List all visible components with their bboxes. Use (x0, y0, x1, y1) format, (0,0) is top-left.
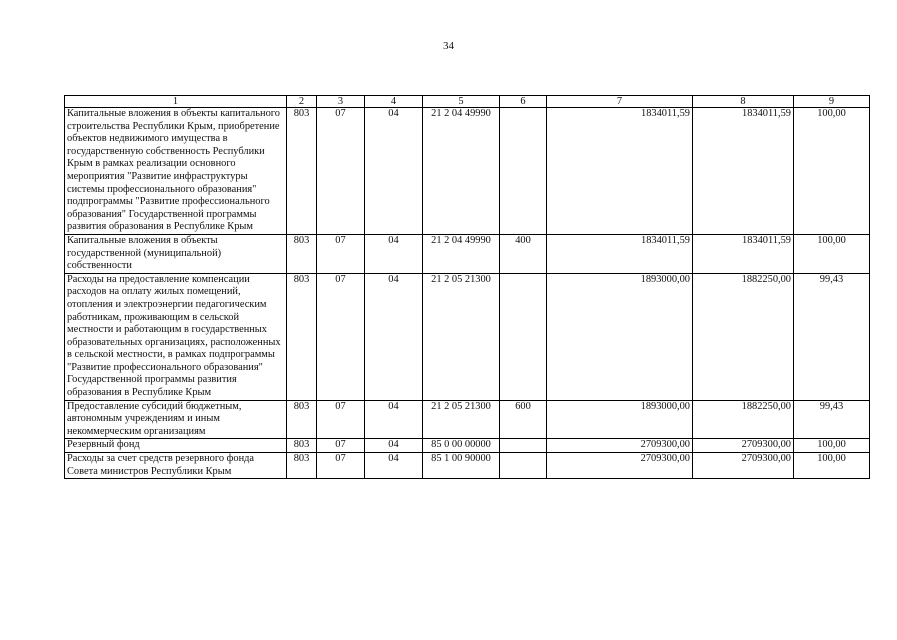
executed-amount-cell: 1882250,00 (693, 273, 794, 400)
expense-type-cell (500, 439, 547, 453)
header-cell: 1 (65, 96, 287, 108)
ministry-code-cell: 803 (287, 400, 317, 439)
ministry-code-cell: 803 (287, 273, 317, 400)
header-row (65, 96, 870, 108)
percent-cell: 100,00 (794, 453, 870, 479)
ministry-code-cell: 803 (287, 108, 317, 235)
subsection-code-cell: 04 (365, 108, 423, 235)
expense-type-cell (500, 273, 547, 400)
row-name-cell: Капитальные вложения в объекты капитального строительства Республики Крым, приобретение объектов недвижимого имущества в государственную собственность Республики Крым в рамках реализации основного мероприятия "Развитие инфраструктуры системы профессионального образования" подпрограммы "Развитие профессионального образования" Государственной программы развития образования в Республике Крым (65, 108, 287, 235)
expense-type-cell (500, 453, 547, 479)
budget-table (64, 95, 870, 479)
ministry-code-cell: 803 (287, 439, 317, 453)
header-cell: 9 (794, 96, 870, 108)
table-row (65, 234, 870, 273)
page-number: 34 (443, 40, 454, 52)
row-name-cell: Предоставление субсидий бюджетным, автономным учреждениям и иным некоммерческим организациям (65, 400, 287, 439)
planned-amount-cell: 1893000,00 (547, 400, 693, 439)
header-cell: 3 (317, 96, 365, 108)
section-code-cell: 07 (317, 453, 365, 479)
percent-cell: 100,00 (794, 439, 870, 453)
header-cell: 6 (500, 96, 547, 108)
row-name-cell: Резервный фонд (65, 439, 287, 453)
expense-type-cell: 400 (500, 234, 547, 273)
percent-cell: 99,43 (794, 400, 870, 439)
executed-amount-cell: 2709300,00 (693, 439, 794, 453)
table-row (65, 439, 870, 453)
target-article-cell: 21 2 05 21300 (423, 400, 500, 439)
percent-cell: 100,00 (794, 108, 870, 235)
planned-amount-cell: 2709300,00 (547, 453, 693, 479)
section-code-cell: 07 (317, 439, 365, 453)
ministry-code-cell: 803 (287, 234, 317, 273)
header-cell: 8 (693, 96, 794, 108)
planned-amount-cell: 2709300,00 (547, 439, 693, 453)
target-article-cell: 21 2 05 21300 (423, 273, 500, 400)
row-name-cell: Капитальные вложения в объекты государственной (муниципальной) собственности (65, 234, 287, 273)
target-article-cell: 85 1 00 90000 (423, 453, 500, 479)
table-row (65, 400, 870, 439)
table-row (65, 453, 870, 479)
planned-amount-cell: 1834011,59 (547, 108, 693, 235)
subsection-code-cell: 04 (365, 400, 423, 439)
target-article-cell: 21 2 04 49990 (423, 108, 500, 235)
subsection-code-cell: 04 (365, 453, 423, 479)
expense-type-cell: 600 (500, 400, 547, 439)
header-cell: 4 (365, 96, 423, 108)
row-name-cell: Расходы на предоставление компенсации расходов на оплату жилых помещений, отопления и электроэнергии педагогическим работникам, проживающим в сельской местности и работающим в государственных образовательных организациях, расположенных в сельской местности, в рамках подпрограммы "Развитие профессионального образования" Государственной программы развития образования в Республике Крым (65, 273, 287, 400)
percent-cell: 99,43 (794, 273, 870, 400)
expense-type-cell (500, 108, 547, 235)
subsection-code-cell: 04 (365, 439, 423, 453)
target-article-cell: 85 0 00 00000 (423, 439, 500, 453)
subsection-code-cell: 04 (365, 234, 423, 273)
table-row (65, 108, 870, 235)
row-name-cell: Расходы за счет средств резервного фонда Совета министров Республики Крым (65, 453, 287, 479)
executed-amount-cell: 2709300,00 (693, 453, 794, 479)
section-code-cell: 07 (317, 234, 365, 273)
percent-cell: 100,00 (794, 234, 870, 273)
planned-amount-cell: 1893000,00 (547, 273, 693, 400)
planned-amount-cell: 1834011,59 (547, 234, 693, 273)
executed-amount-cell: 1834011,59 (693, 108, 794, 235)
header-cell: 2 (287, 96, 317, 108)
section-code-cell: 07 (317, 400, 365, 439)
table-row (65, 273, 870, 400)
executed-amount-cell: 1834011,59 (693, 234, 794, 273)
subsection-code-cell: 04 (365, 273, 423, 400)
section-code-cell: 07 (317, 108, 365, 235)
executed-amount-cell: 1882250,00 (693, 400, 794, 439)
header-cell: 5 (423, 96, 500, 108)
target-article-cell: 21 2 04 49990 (423, 234, 500, 273)
ministry-code-cell: 803 (287, 453, 317, 479)
header-cell: 7 (547, 96, 693, 108)
section-code-cell: 07 (317, 273, 365, 400)
